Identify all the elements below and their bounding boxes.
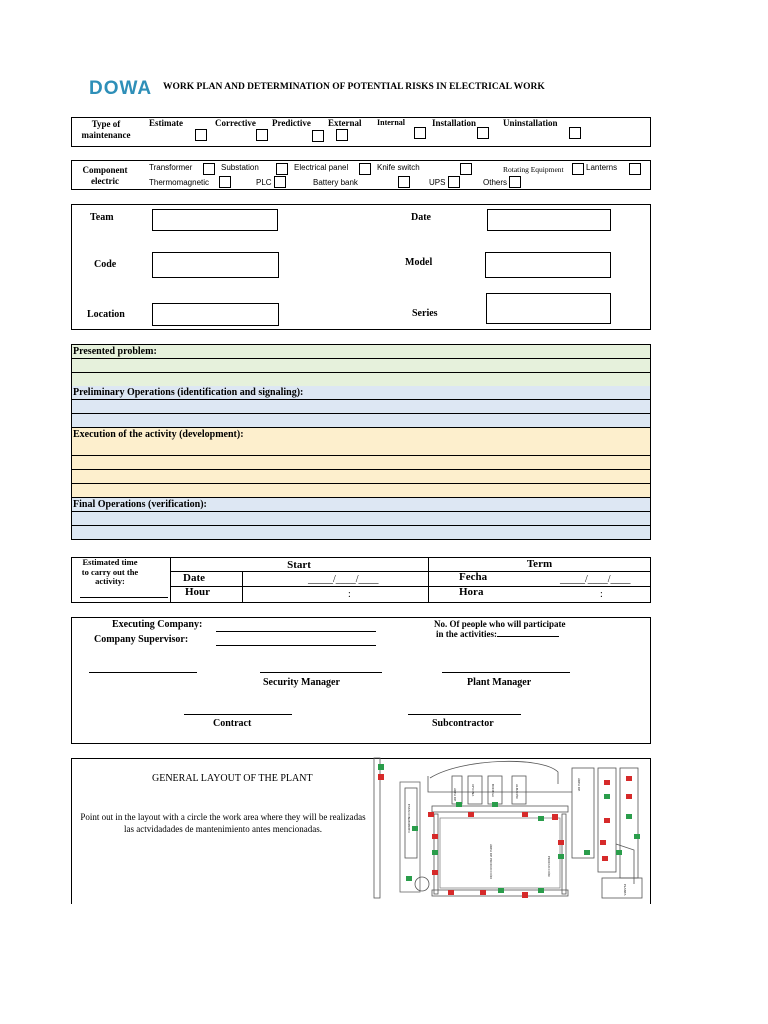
option-external-checkbox[interactable] <box>336 129 348 141</box>
comp-electrical-panel-label: Electrical panel <box>294 163 349 172</box>
series-label: Series <box>412 308 438 319</box>
option-predictive-checkbox[interactable] <box>312 130 324 142</box>
execution-section <box>71 428 651 498</box>
term-hour-label: Hora <box>459 586 484 598</box>
final-operations-section <box>71 498 651 540</box>
svg-text:ÁREA DE PRODUCCIÓN: ÁREA DE PRODUCCIÓN <box>489 844 493 879</box>
location-label: Location <box>87 309 125 320</box>
code-label: Code <box>94 259 117 270</box>
comp-knife-switch-label: Knife switch <box>377 163 420 172</box>
signature-line-plant-manager[interactable] <box>442 672 570 673</box>
time-section <box>71 557 651 603</box>
comp-plc-checkbox[interactable] <box>274 176 286 188</box>
comp-thermomagnetic-checkbox[interactable] <box>219 176 231 188</box>
start-date-field[interactable]: _____/____/____ <box>308 574 379 585</box>
svg-text:ÁREA DE: ÁREA DE <box>453 788 457 802</box>
comp-substation-checkbox[interactable] <box>276 163 288 175</box>
model-field[interactable] <box>485 252 611 278</box>
svg-text:PRODUCCIÓN: PRODUCCIÓN <box>547 856 551 877</box>
comp-others-checkbox[interactable] <box>509 176 521 188</box>
comp-rotating-equipment-checkbox[interactable] <box>572 163 584 175</box>
start-date-label: Date <box>183 572 205 584</box>
presented-problem-line[interactable] <box>72 373 650 387</box>
component-label-line1: Component <box>82 165 128 175</box>
option-installation-checkbox[interactable] <box>477 127 489 139</box>
code-field[interactable] <box>152 252 279 278</box>
comp-transformer-checkbox[interactable] <box>203 163 215 175</box>
execution-line[interactable] <box>72 456 650 470</box>
comp-lanterns-checkbox[interactable] <box>629 163 641 175</box>
execution-line[interactable] <box>72 470 650 484</box>
signature-line-subcontractor[interactable] <box>408 714 521 715</box>
term-date-field[interactable]: _____/____/____ <box>560 574 631 585</box>
signature-line-contract[interactable] <box>184 714 292 715</box>
start-header: Start <box>287 559 311 571</box>
signature-line-supervisor[interactable] <box>89 672 197 673</box>
comp-battery-bank-label: Battery bank <box>313 178 358 187</box>
maintenance-type-section <box>71 117 651 147</box>
signature-line-security-manager[interactable] <box>260 672 382 673</box>
estimated-time-line1: Estimated time <box>82 557 138 567</box>
people-label-line1: No. Of people who will participate <box>434 619 566 629</box>
term-date-label: Fecha <box>459 571 488 583</box>
security-manager-label: Security Manager <box>263 677 340 688</box>
comp-plc-label: PLC <box>256 178 272 187</box>
term-header: Term <box>526 558 553 570</box>
date-label: Date <box>411 212 431 223</box>
plant-manager-label: Plant Manager <box>467 677 532 688</box>
comp-rotating-equipment-label: Rotating Equipment <box>503 165 564 174</box>
location-field[interactable] <box>152 303 279 326</box>
page-title: WORK PLAN AND DETERMINATION OF POTENTIAL RISKS IN ELECTRICAL WORK <box>163 82 545 92</box>
comp-electrical-panel-checkbox[interactable] <box>359 163 371 175</box>
estimated-time-line2: to carry out the <box>81 566 139 577</box>
comp-others-label: Others <box>483 178 508 187</box>
series-field[interactable] <box>486 293 611 324</box>
start-hour-label: Hour <box>185 586 211 598</box>
option-uninstallation-label: Uninstallation <box>503 118 558 128</box>
execution-line[interactable] <box>72 484 650 498</box>
team-field[interactable] <box>152 209 278 231</box>
component-section <box>71 160 651 190</box>
option-internal-label: Internal <box>377 118 405 127</box>
comp-substation-label: Substation <box>221 163 259 172</box>
preliminary-operations-line[interactable] <box>72 414 650 428</box>
svg-text:OFICINA: OFICINA <box>471 784 475 797</box>
comp-battery-bank-checkbox[interactable] <box>398 176 410 188</box>
presented-problem-line[interactable] <box>72 359 650 373</box>
option-uninstallation-checkbox[interactable] <box>569 127 581 139</box>
team-label: Team <box>90 212 114 223</box>
final-operations-line[interactable] <box>72 526 650 540</box>
presented-problem-title: Presented problem: <box>72 345 650 359</box>
info-section <box>71 204 651 330</box>
preliminary-operations-line[interactable] <box>72 400 650 414</box>
plant-layout-map[interactable] <box>372 754 650 904</box>
option-corrective-checkbox[interactable] <box>256 129 268 141</box>
comp-ups-label: UPS <box>429 178 446 187</box>
company-section <box>71 617 651 744</box>
dowa-logo: DOWA <box>89 78 153 99</box>
company-supervisor-field[interactable] <box>216 645 376 646</box>
svg-text:ALMACÉN: ALMACÉN <box>515 784 519 799</box>
svg-text:ÁREA DE: ÁREA DE <box>577 778 581 792</box>
svg-text:PLANTA: PLANTA <box>623 884 627 896</box>
subcontractor-label: Subcontractor <box>432 718 494 729</box>
company-supervisor-label: Company Supervisor: <box>94 634 189 645</box>
option-estimate-label: Estimate <box>149 118 183 128</box>
date-field[interactable] <box>487 209 611 231</box>
people-label-line2: in the activities: <box>436 629 497 639</box>
execution-title: Execution of the activity (development): <box>72 428 650 456</box>
option-estimate-checkbox[interactable] <box>195 129 207 141</box>
option-installation-label: Installation <box>432 118 477 128</box>
maintenance-label-line1: Type of <box>91 119 121 129</box>
comp-thermomagnetic-label: Thermomagnetic <box>149 178 210 187</box>
final-operations-line[interactable] <box>72 512 650 526</box>
presented-problem-section <box>71 344 651 387</box>
preliminary-operations-section <box>71 386 651 428</box>
estimated-time-field[interactable] <box>80 597 168 598</box>
option-corrective-label: Corrective <box>215 118 256 128</box>
executing-company-label: Executing Company: <box>112 619 203 630</box>
comp-lanterns-label: Lanterns <box>586 163 618 172</box>
preliminary-operations-title: Preliminary Operations (identification and signaling): <box>72 386 650 400</box>
comp-transformer-label: Transformer <box>149 163 193 172</box>
estimated-time-line3: activity: <box>95 576 125 586</box>
final-operations-title: Final Operations (verification): <box>72 498 650 512</box>
maintenance-label-line2: maintenance <box>81 130 131 140</box>
start-hour-field[interactable]: : <box>348 589 351 600</box>
svg-text:BODEGA: BODEGA <box>491 784 495 797</box>
term-hour-field[interactable]: : <box>600 589 603 600</box>
layout-instructions: Point out in the layout with a circle the work area where they will be realizadas las actvidadades de mantenimiento antes mencionadas. <box>80 812 366 834</box>
comp-knife-switch-checkbox[interactable] <box>460 163 472 175</box>
contract-label: Contract <box>213 718 252 729</box>
component-label-line2: electric <box>91 176 119 186</box>
comp-ups-checkbox[interactable] <box>448 176 460 188</box>
layout-title: GENERAL LAYOUT OF THE PLANT <box>152 773 313 784</box>
executing-company-field[interactable] <box>216 631 376 632</box>
people-count-field[interactable] <box>497 636 559 637</box>
model-label: Model <box>405 257 433 268</box>
option-predictive-label: Predictive <box>272 118 311 128</box>
option-internal-checkbox[interactable] <box>414 127 426 139</box>
svg-text:ESTACIONAMIENTO: ESTACIONAMIENTO <box>407 804 411 833</box>
option-external-label: External <box>328 118 362 128</box>
